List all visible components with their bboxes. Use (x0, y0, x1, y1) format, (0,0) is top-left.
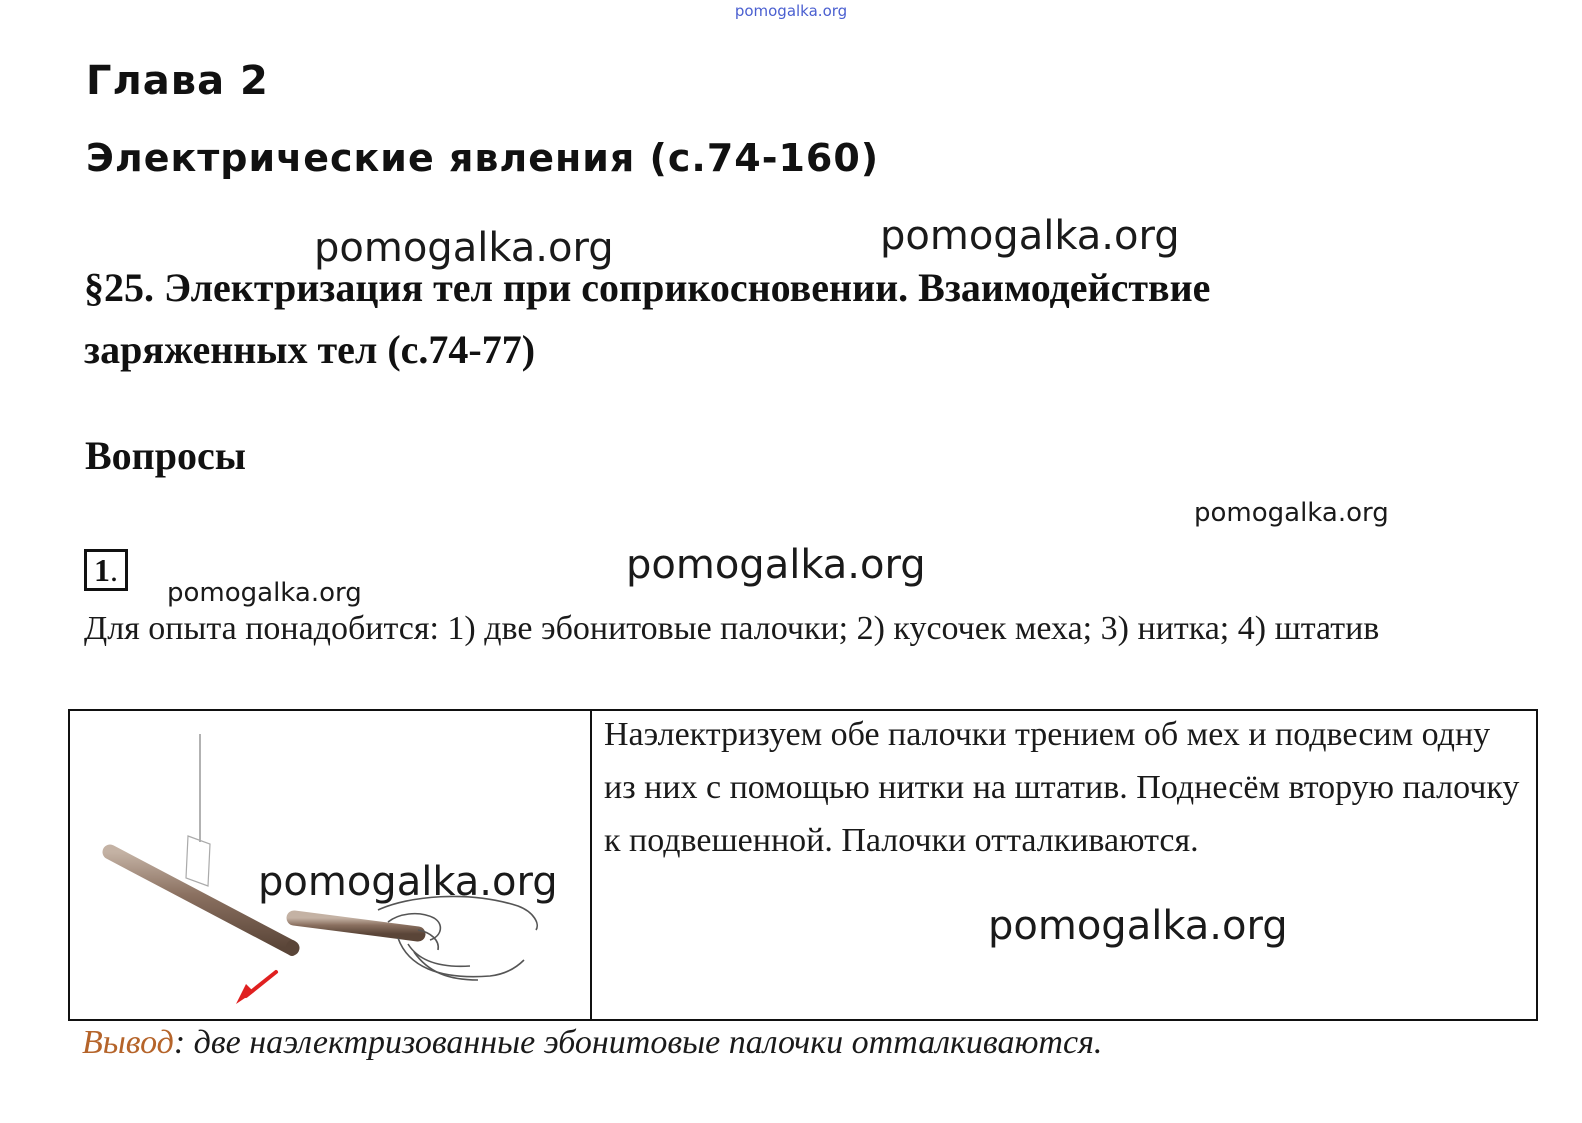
watermark: pomogalka.org (988, 903, 1288, 949)
chapter-title: Электрические явления (с.74-160) (86, 136, 880, 180)
top-site-link[interactable]: pomogalka.org (734, 2, 848, 20)
question-number-suffix: . (110, 552, 118, 588)
question-number-value: 1 (94, 552, 110, 588)
watermark: pomogalka.org (314, 225, 614, 271)
watermark: pomogalka.org (258, 859, 558, 905)
questions-heading: Вопросы (85, 433, 246, 478)
conclusion (82, 1024, 1102, 1062)
question-intro: Для опыта понадобится: 1) две эбонитовые палочки; 2) кусочек меха; 3) нитка; 4) штатив (84, 610, 1380, 647)
red-arrow-icon (236, 972, 276, 1004)
watermark: pomogalka.org (626, 542, 926, 588)
question-number (84, 549, 128, 591)
watermark: pomogalka.org (880, 213, 1180, 259)
conclusion-label: Вывод (82, 1024, 174, 1061)
conclusion-text: : две наэлектризованные эбонитовые палочки отталкиваются. (173, 1024, 1103, 1061)
hand-rod (294, 918, 418, 934)
watermark: pomogalka.org (167, 578, 362, 608)
experiment-description: Наэлектризуем обе палочки трением об мех и подвесим одну из них с помощью нитки на штатив. Поднесём вторую палочку к подвешенной. Палочки отталкиваются. (604, 716, 1520, 859)
section-title: §25. Электризация тел при соприкосновении. Взаимодействие заряженных тел (с.74-77) (84, 265, 1211, 372)
thread-loop (186, 836, 210, 886)
question-number-box (84, 549, 128, 591)
watermark: pomogalka.org (1194, 498, 1389, 528)
chapter-label: Глава 2 (86, 58, 269, 104)
table-divider (590, 709, 592, 1021)
